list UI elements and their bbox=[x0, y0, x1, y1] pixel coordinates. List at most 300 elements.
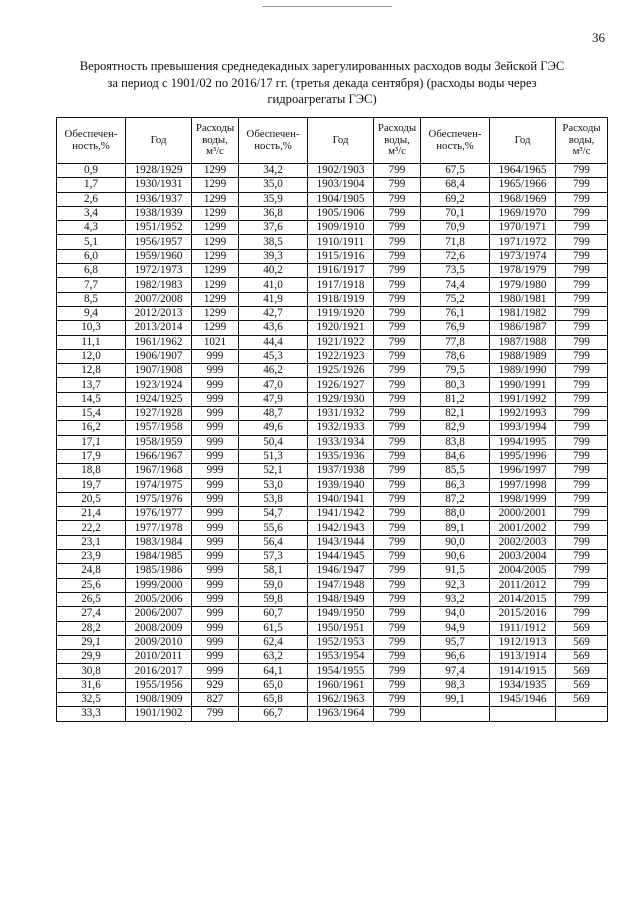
probability-cell: 55,6 bbox=[239, 521, 308, 535]
year-cell: 1940/1941 bbox=[308, 492, 374, 506]
year-cell: 2009/2010 bbox=[126, 635, 192, 649]
title-line-1: Вероятность превышения среднедекадных зарегулированных расходов воды Зейской ГЭС bbox=[79, 59, 565, 73]
year-cell: 1983/1984 bbox=[126, 535, 192, 549]
probability-cell: 22,2 bbox=[57, 521, 126, 535]
probability-cell: 13,7 bbox=[57, 378, 126, 392]
probability-cell: 6,0 bbox=[57, 249, 126, 263]
flow-cell: 799 bbox=[556, 592, 608, 606]
flow-cell: 1299 bbox=[192, 178, 239, 192]
year-cell: 1968/1969 bbox=[490, 192, 556, 206]
year-cell: 1973/1974 bbox=[490, 249, 556, 263]
probability-cell: 88,0 bbox=[421, 507, 490, 521]
year-cell: 1937/1938 bbox=[308, 464, 374, 478]
header-flow: Расходы воды, м³/с bbox=[374, 118, 421, 164]
flow-cell: 1299 bbox=[192, 221, 239, 235]
year-cell: 1948/1949 bbox=[308, 592, 374, 606]
probability-cell: 80,3 bbox=[421, 378, 490, 392]
flow-cell: 999 bbox=[192, 507, 239, 521]
flow-cell: 799 bbox=[374, 449, 421, 463]
flow-cell: 799 bbox=[374, 435, 421, 449]
probability-cell: 77,8 bbox=[421, 335, 490, 349]
flow-cell: 799 bbox=[374, 664, 421, 678]
year-cell: 1976/1977 bbox=[126, 507, 192, 521]
table-row bbox=[57, 349, 608, 363]
probability-cell: 32,5 bbox=[57, 692, 126, 706]
probability-cell: 18,8 bbox=[57, 464, 126, 478]
header-year: Год bbox=[126, 118, 192, 164]
header-flow: Расходы воды, м³/с bbox=[192, 118, 239, 164]
year-cell: 1994/1995 bbox=[490, 435, 556, 449]
year-cell: 1922/1923 bbox=[308, 349, 374, 363]
flow-cell: 569 bbox=[556, 650, 608, 664]
table-row bbox=[57, 692, 608, 706]
year-cell: 1920/1921 bbox=[308, 321, 374, 335]
year-cell: 1909/1910 bbox=[308, 221, 374, 235]
year-cell: 1929/1930 bbox=[308, 392, 374, 406]
probability-cell: 47,9 bbox=[239, 392, 308, 406]
table-row bbox=[57, 635, 608, 649]
flow-cell: 799 bbox=[556, 349, 608, 363]
probability-cell: 56,4 bbox=[239, 535, 308, 549]
year-cell: 2008/2009 bbox=[126, 621, 192, 635]
flow-cell: 799 bbox=[556, 392, 608, 406]
year-cell: 1931/1932 bbox=[308, 407, 374, 421]
table-row bbox=[57, 678, 608, 692]
probability-cell: 41,0 bbox=[239, 278, 308, 292]
probability-cell: 12,8 bbox=[57, 364, 126, 378]
probability-cell: 82,9 bbox=[421, 421, 490, 435]
probability-cell: 47,0 bbox=[239, 378, 308, 392]
probability-cell: 2,6 bbox=[57, 192, 126, 206]
flow-cell: 799 bbox=[556, 407, 608, 421]
flow-cell: 1299 bbox=[192, 264, 239, 278]
probability-cell: 25,6 bbox=[57, 578, 126, 592]
year-cell: 1985/1986 bbox=[126, 564, 192, 578]
flow-cell: 999 bbox=[192, 421, 239, 435]
table-row bbox=[57, 464, 608, 478]
year-cell: 1946/1947 bbox=[308, 564, 374, 578]
probability-cell: 46,2 bbox=[239, 364, 308, 378]
flow-cell: 1299 bbox=[192, 235, 239, 249]
flow-cell: 799 bbox=[374, 206, 421, 220]
flow-cell: 799 bbox=[374, 378, 421, 392]
flow-cell: 799 bbox=[374, 607, 421, 621]
probability-cell: 99,1 bbox=[421, 692, 490, 706]
probability-cell: 63,2 bbox=[239, 650, 308, 664]
flow-cell: 799 bbox=[556, 478, 608, 492]
year-cell: 1950/1951 bbox=[308, 621, 374, 635]
probability-cell: 31,6 bbox=[57, 678, 126, 692]
probability-cell: 94,9 bbox=[421, 621, 490, 635]
flow-cell: 1299 bbox=[192, 192, 239, 206]
flow-cell: 799 bbox=[556, 192, 608, 206]
flow-cell: 799 bbox=[374, 249, 421, 263]
year-cell: 1912/1913 bbox=[490, 635, 556, 649]
flow-cell: 799 bbox=[556, 306, 608, 320]
flow-cell: 1021 bbox=[192, 335, 239, 349]
table-row bbox=[57, 392, 608, 406]
year-cell: 1956/1957 bbox=[126, 235, 192, 249]
probability-cell: 86,3 bbox=[421, 478, 490, 492]
probability-cell: 59,8 bbox=[239, 592, 308, 606]
year-cell: 1965/1966 bbox=[490, 178, 556, 192]
probability-cell: 8,5 bbox=[57, 292, 126, 306]
flow-cell: 799 bbox=[556, 564, 608, 578]
document-title bbox=[40, 58, 604, 108]
year-cell: 1979/1980 bbox=[490, 278, 556, 292]
year-cell: 1907/1908 bbox=[126, 364, 192, 378]
probability-cell: 33,3 bbox=[57, 707, 126, 721]
flow-cell: 799 bbox=[374, 221, 421, 235]
year-cell: 1930/1931 bbox=[126, 178, 192, 192]
year-cell: 1935/1936 bbox=[308, 449, 374, 463]
probability-cell: 76,1 bbox=[421, 306, 490, 320]
table-row bbox=[57, 607, 608, 621]
table-row bbox=[57, 535, 608, 549]
year-cell: 1954/1955 bbox=[308, 664, 374, 678]
year-cell: 1932/1933 bbox=[308, 421, 374, 435]
flow-cell: 799 bbox=[374, 178, 421, 192]
flow-cell: 1299 bbox=[192, 321, 239, 335]
table-row bbox=[57, 650, 608, 664]
flow-cell: 1299 bbox=[192, 306, 239, 320]
table-row bbox=[57, 221, 608, 235]
probability-cell: 65,8 bbox=[239, 692, 308, 706]
year-cell: 1945/1946 bbox=[490, 692, 556, 706]
probability-cell: 87,2 bbox=[421, 492, 490, 506]
flow-cell: 799 bbox=[556, 221, 608, 235]
flow-cell: 999 bbox=[192, 492, 239, 506]
year-cell: 1934/1935 bbox=[490, 678, 556, 692]
table-row bbox=[57, 321, 608, 335]
year-cell: 1993/1994 bbox=[490, 421, 556, 435]
probability-cell: 7,7 bbox=[57, 278, 126, 292]
table-row bbox=[57, 264, 608, 278]
probability-cell: 19,7 bbox=[57, 478, 126, 492]
probability-cell: 49,6 bbox=[239, 421, 308, 435]
flow-cell: 799 bbox=[556, 335, 608, 349]
flow-cell: 799 bbox=[556, 535, 608, 549]
year-cell: 1905/1906 bbox=[308, 206, 374, 220]
flow-cell: 999 bbox=[192, 349, 239, 363]
flow-cell: 799 bbox=[374, 407, 421, 421]
table-row bbox=[57, 335, 608, 349]
probability-cell: 82,1 bbox=[421, 407, 490, 421]
probability-cell: 69,2 bbox=[421, 192, 490, 206]
year-cell: 2011/2012 bbox=[490, 578, 556, 592]
flow-cell: 999 bbox=[192, 535, 239, 549]
flow-cell: 999 bbox=[192, 464, 239, 478]
probability-cell: 0,9 bbox=[57, 164, 126, 178]
flow-cell: 999 bbox=[192, 664, 239, 678]
probability-cell: 23,1 bbox=[57, 535, 126, 549]
year-cell: 1942/1943 bbox=[308, 521, 374, 535]
probability-cell: 10,3 bbox=[57, 321, 126, 335]
year-cell: 1951/1952 bbox=[126, 221, 192, 235]
year-cell: 1960/1961 bbox=[308, 678, 374, 692]
flow-cell: 799 bbox=[374, 521, 421, 535]
probability-cell: 4,3 bbox=[57, 221, 126, 235]
probability-cell: 76,9 bbox=[421, 321, 490, 335]
header-year: Год bbox=[490, 118, 556, 164]
year-cell: 1967/1968 bbox=[126, 464, 192, 478]
year-cell: 1926/1927 bbox=[308, 378, 374, 392]
year-cell: 1957/1958 bbox=[126, 421, 192, 435]
year-cell: 1984/1985 bbox=[126, 550, 192, 564]
flow-cell: 999 bbox=[192, 650, 239, 664]
title-line-2: за период с 1901/02 по 2016/17 гг. (третья декада сентября) (расходы воды через bbox=[107, 75, 537, 90]
probability-cell: 40,2 bbox=[239, 264, 308, 278]
table-row bbox=[57, 378, 608, 392]
probability-cell: 59,0 bbox=[239, 578, 308, 592]
probability-cell: 45,3 bbox=[239, 349, 308, 363]
header-probability: Обеспечен- ность,% bbox=[421, 118, 490, 164]
year-cell: 2006/2007 bbox=[126, 607, 192, 621]
probability-cell: 95,7 bbox=[421, 635, 490, 649]
flow-cell: 799 bbox=[374, 192, 421, 206]
year-cell: 1966/1967 bbox=[126, 449, 192, 463]
flow-cell: 799 bbox=[192, 707, 239, 721]
probability-cell: 12,0 bbox=[57, 349, 126, 363]
probability-cell: 90,0 bbox=[421, 535, 490, 549]
table-row bbox=[57, 492, 608, 506]
flow-cell: 799 bbox=[374, 321, 421, 335]
flow-cell: 999 bbox=[192, 521, 239, 535]
flow-cell: 999 bbox=[192, 478, 239, 492]
year-cell: 1987/1988 bbox=[490, 335, 556, 349]
flow-cell: 799 bbox=[556, 378, 608, 392]
probability-cell: 24,8 bbox=[57, 564, 126, 578]
table-row bbox=[57, 664, 608, 678]
year-cell: 1902/1903 bbox=[308, 164, 374, 178]
probability-cell: 52,1 bbox=[239, 464, 308, 478]
year-cell: 1916/1917 bbox=[308, 264, 374, 278]
flow-cell: 799 bbox=[374, 550, 421, 564]
flow-cell: 799 bbox=[556, 578, 608, 592]
probability-cell: 37,6 bbox=[239, 221, 308, 235]
flow-cell: 999 bbox=[192, 550, 239, 564]
probability-cell: 72,6 bbox=[421, 249, 490, 263]
year-cell: 1914/1915 bbox=[490, 664, 556, 678]
page-number: 36 bbox=[592, 30, 605, 45]
flow-cell: 799 bbox=[374, 564, 421, 578]
flow-cell: 799 bbox=[556, 449, 608, 463]
header-year: Год bbox=[308, 118, 374, 164]
flow-cell: 569 bbox=[556, 621, 608, 635]
table-row bbox=[57, 578, 608, 592]
probability-cell: 29,9 bbox=[57, 650, 126, 664]
year-cell: 1918/1919 bbox=[308, 292, 374, 306]
table-row bbox=[57, 364, 608, 378]
table-row bbox=[57, 178, 608, 192]
year-cell: 1910/1911 bbox=[308, 235, 374, 249]
year-cell: 1990/1991 bbox=[490, 378, 556, 392]
probability-cell bbox=[421, 707, 490, 721]
probability-cell: 98,3 bbox=[421, 678, 490, 692]
year-cell: 2014/2015 bbox=[490, 592, 556, 606]
year-cell: 2007/2008 bbox=[126, 292, 192, 306]
flow-cell: 799 bbox=[374, 478, 421, 492]
probability-cell: 92,3 bbox=[421, 578, 490, 592]
probability-cell: 58,1 bbox=[239, 564, 308, 578]
probability-cell: 53,0 bbox=[239, 478, 308, 492]
year-cell: 1921/1922 bbox=[308, 335, 374, 349]
table-row bbox=[57, 278, 608, 292]
probability-cell: 89,1 bbox=[421, 521, 490, 535]
table-row bbox=[57, 435, 608, 449]
year-cell: 1906/1907 bbox=[126, 349, 192, 363]
probability-cell: 70,9 bbox=[421, 221, 490, 235]
probability-cell: 42,7 bbox=[239, 306, 308, 320]
year-cell: 1947/1948 bbox=[308, 578, 374, 592]
probability-cell: 85,5 bbox=[421, 464, 490, 478]
flow-cell: 999 bbox=[192, 607, 239, 621]
probability-cell: 16,2 bbox=[57, 421, 126, 435]
table-row bbox=[57, 306, 608, 320]
probability-cell: 68,4 bbox=[421, 178, 490, 192]
probability-cell: 48,7 bbox=[239, 407, 308, 421]
probability-cell: 50,4 bbox=[239, 435, 308, 449]
flow-cell: 799 bbox=[374, 492, 421, 506]
flow-cell: 799 bbox=[374, 164, 421, 178]
table-row bbox=[57, 564, 608, 578]
year-cell: 1998/1999 bbox=[490, 492, 556, 506]
flow-cell: 799 bbox=[374, 621, 421, 635]
probability-cell: 96,6 bbox=[421, 650, 490, 664]
probability-cell: 34,2 bbox=[239, 164, 308, 178]
header-probability: Обеспечен- ность,% bbox=[57, 118, 126, 164]
probability-cell: 15,4 bbox=[57, 407, 126, 421]
probability-cell: 94,0 bbox=[421, 607, 490, 621]
probability-cell: 27,4 bbox=[57, 607, 126, 621]
year-cell: 2002/2003 bbox=[490, 535, 556, 549]
year-cell: 1988/1989 bbox=[490, 349, 556, 363]
probability-cell: 36,8 bbox=[239, 206, 308, 220]
year-cell: 1974/1975 bbox=[126, 478, 192, 492]
probability-cell: 93,2 bbox=[421, 592, 490, 606]
year-cell: 1953/1954 bbox=[308, 650, 374, 664]
flow-cell: 569 bbox=[556, 664, 608, 678]
table-row bbox=[57, 478, 608, 492]
probability-cell: 39,3 bbox=[239, 249, 308, 263]
flow-cell: 799 bbox=[374, 707, 421, 721]
table-row bbox=[57, 292, 608, 306]
flow-cell: 799 bbox=[556, 507, 608, 521]
flow-cell: 799 bbox=[556, 278, 608, 292]
year-cell: 1961/1962 bbox=[126, 335, 192, 349]
probability-cell: 66,7 bbox=[239, 707, 308, 721]
year-cell: 1928/1929 bbox=[126, 164, 192, 178]
probability-cell: 30,8 bbox=[57, 664, 126, 678]
table-row bbox=[57, 192, 608, 206]
probability-cell: 54,7 bbox=[239, 507, 308, 521]
probability-cell: 14,5 bbox=[57, 392, 126, 406]
flow-cell: 999 bbox=[192, 364, 239, 378]
probability-cell: 17,9 bbox=[57, 449, 126, 463]
year-cell bbox=[490, 707, 556, 721]
probability-cell: 43,6 bbox=[239, 321, 308, 335]
probability-cell: 3,4 bbox=[57, 206, 126, 220]
flow-cell: 999 bbox=[192, 407, 239, 421]
table-body bbox=[57, 164, 608, 722]
year-cell: 1971/1972 bbox=[490, 235, 556, 249]
probability-cell: 81,2 bbox=[421, 392, 490, 406]
flow-cell: 799 bbox=[556, 421, 608, 435]
flow-cell: 799 bbox=[374, 421, 421, 435]
year-cell: 1919/1920 bbox=[308, 306, 374, 320]
probability-cell: 90,6 bbox=[421, 550, 490, 564]
flow-cell: 799 bbox=[374, 278, 421, 292]
flow-cell: 799 bbox=[374, 292, 421, 306]
year-cell: 1963/1964 bbox=[308, 707, 374, 721]
flow-cell: 799 bbox=[374, 349, 421, 363]
year-cell: 2001/2002 bbox=[490, 521, 556, 535]
header-probability: Обеспечен- ность,% bbox=[239, 118, 308, 164]
year-cell: 2010/2011 bbox=[126, 650, 192, 664]
table-header-row bbox=[57, 118, 608, 164]
year-cell: 1925/1926 bbox=[308, 364, 374, 378]
table-row bbox=[57, 249, 608, 263]
year-cell: 1903/1904 bbox=[308, 178, 374, 192]
year-cell: 1962/1963 bbox=[308, 692, 374, 706]
year-cell: 1936/1937 bbox=[126, 192, 192, 206]
flow-cell: 999 bbox=[192, 435, 239, 449]
probability-cell: 64,1 bbox=[239, 664, 308, 678]
probability-cell: 6,8 bbox=[57, 264, 126, 278]
probability-cell: 67,5 bbox=[421, 164, 490, 178]
year-cell: 2003/2004 bbox=[490, 550, 556, 564]
flow-cell: 799 bbox=[374, 364, 421, 378]
flow-cell: 799 bbox=[556, 249, 608, 263]
flow-cell: 1299 bbox=[192, 292, 239, 306]
flow-cell: 1299 bbox=[192, 164, 239, 178]
flow-cell: 827 bbox=[192, 692, 239, 706]
probability-cell: 65,0 bbox=[239, 678, 308, 692]
year-cell: 1924/1925 bbox=[126, 392, 192, 406]
year-cell: 2004/2005 bbox=[490, 564, 556, 578]
probability-cell: 75,2 bbox=[421, 292, 490, 306]
table-row bbox=[57, 235, 608, 249]
probability-cell: 74,4 bbox=[421, 278, 490, 292]
flow-cell: 799 bbox=[374, 306, 421, 320]
year-cell: 1959/1960 bbox=[126, 249, 192, 263]
year-cell: 1927/1928 bbox=[126, 407, 192, 421]
year-cell: 2005/2006 bbox=[126, 592, 192, 606]
year-cell: 1970/1971 bbox=[490, 221, 556, 235]
year-cell: 1949/1950 bbox=[308, 607, 374, 621]
flow-cell: 569 bbox=[556, 678, 608, 692]
probability-cell: 71,8 bbox=[421, 235, 490, 249]
year-cell: 1982/1983 bbox=[126, 278, 192, 292]
year-cell: 2012/2013 bbox=[126, 306, 192, 320]
probability-cell: 62,4 bbox=[239, 635, 308, 649]
year-cell: 1972/1973 bbox=[126, 264, 192, 278]
year-cell: 1955/1956 bbox=[126, 678, 192, 692]
flow-cell: 999 bbox=[192, 449, 239, 463]
probability-cell: 53,8 bbox=[239, 492, 308, 506]
probability-cell: 97,4 bbox=[421, 664, 490, 678]
title-line-3: гидроагрегаты ГЭС) bbox=[267, 92, 377, 106]
flow-cell: 799 bbox=[374, 335, 421, 349]
year-cell: 1991/1992 bbox=[490, 392, 556, 406]
flow-cell: 799 bbox=[556, 435, 608, 449]
probability-cell: 35,9 bbox=[239, 192, 308, 206]
flow-cell: 999 bbox=[192, 592, 239, 606]
flow-cell: 1299 bbox=[192, 278, 239, 292]
table-row bbox=[57, 621, 608, 635]
flow-cell: 999 bbox=[192, 635, 239, 649]
probability-cell: 79,5 bbox=[421, 364, 490, 378]
